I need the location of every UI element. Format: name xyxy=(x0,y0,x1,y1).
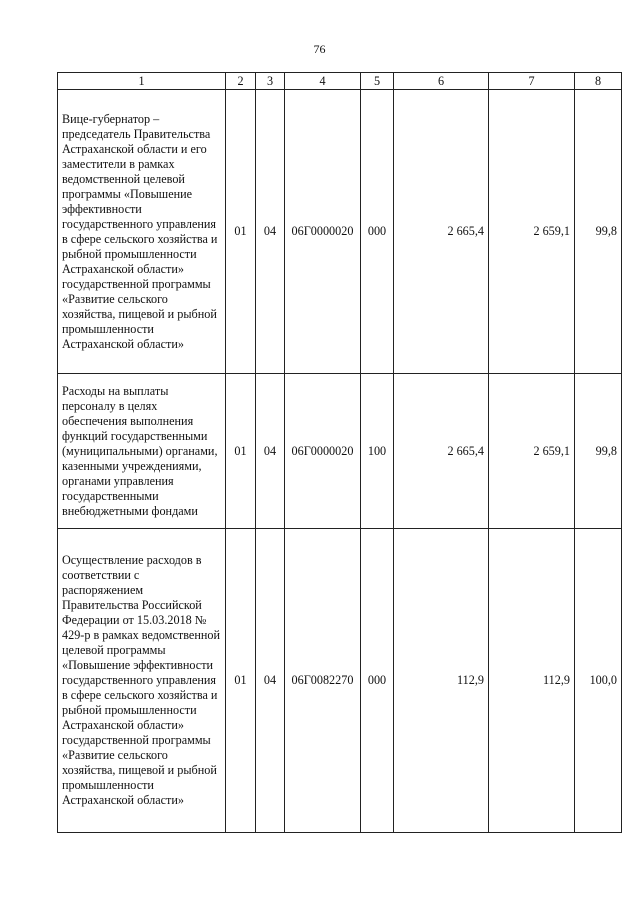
execution-percent: 99,8 xyxy=(575,374,622,529)
header-cell: 2 xyxy=(226,73,256,90)
header-cell: 7 xyxy=(489,73,575,90)
execution-percent: 100,0 xyxy=(575,529,622,833)
target-article-code: 06Г0000020 xyxy=(285,90,361,374)
header-cell: 3 xyxy=(256,73,285,90)
header-cell: 8 xyxy=(575,73,622,90)
header-cell: 6 xyxy=(394,73,489,90)
expense-name: Расходы на выплаты персоналу в целях обеспечения выполнения функций государственными (муниципальными) органами, казенными учреждениями, органами управления государственными внебюджетными фондами xyxy=(58,374,226,529)
budget-table xyxy=(57,72,622,833)
section-code: 01 xyxy=(226,374,256,529)
table-header-row xyxy=(58,73,622,90)
table-row xyxy=(58,529,622,833)
subsection-code: 04 xyxy=(256,374,285,529)
expense-name: Осуществление расходов в соответствии с распоряжением Правительства Российской Федерации от 15.03.2018 № 429-р в рамках ведомственной целевой программы «Повышение эффективности государственного управления в сфере сельского хозяйства и рыбной промышленности Астраханской области» государственной программы «Развитие сельского хозяйства, пищевой и рыбной промышленности Астраханской области» xyxy=(58,529,226,833)
planned-amount: 112,9 xyxy=(394,529,489,833)
subsection-code: 04 xyxy=(256,529,285,833)
table-row xyxy=(58,374,622,529)
planned-amount: 2 665,4 xyxy=(394,90,489,374)
expense-type-code: 000 xyxy=(361,529,394,833)
expense-name: Вице-губернатор – председатель Правительства Астраханской области и его заместители в рамках ведомственной целевой программы «Повышение эффективности государственного управления в сфере сельского хозяйства и рыбной промышленности Астраханской области» государственной программы «Развитие сельского хозяйства, пищевой и рыбной промышленности Астраханской области» xyxy=(58,90,226,374)
target-article-code: 06Г0082270 xyxy=(285,529,361,833)
subsection-code: 04 xyxy=(256,90,285,374)
header-cell: 4 xyxy=(285,73,361,90)
planned-amount: 2 665,4 xyxy=(394,374,489,529)
actual-amount: 112,9 xyxy=(489,529,575,833)
actual-amount: 2 659,1 xyxy=(489,374,575,529)
actual-amount: 2 659,1 xyxy=(489,90,575,374)
expense-type-code: 100 xyxy=(361,374,394,529)
target-article-code: 06Г0000020 xyxy=(285,374,361,529)
execution-percent: 99,8 xyxy=(575,90,622,374)
table-row xyxy=(58,90,622,374)
page-number: 76 xyxy=(313,42,326,56)
header-cell: 1 xyxy=(58,73,226,90)
header-cell: 5 xyxy=(361,73,394,90)
section-code: 01 xyxy=(226,529,256,833)
expense-type-code: 000 xyxy=(361,90,394,374)
section-code: 01 xyxy=(226,90,256,374)
